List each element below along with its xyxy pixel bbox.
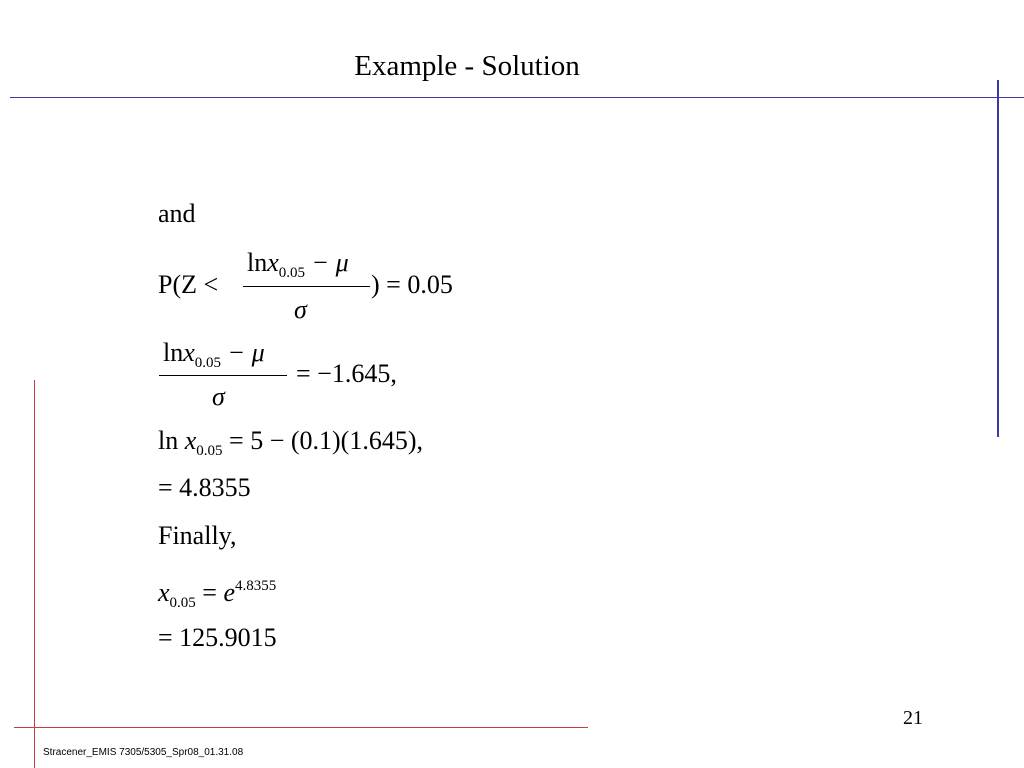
left-vertical-line [34, 380, 35, 768]
eq1-denominator: σ [294, 295, 307, 324]
eq3-sub: 0.05 [196, 443, 223, 459]
eq2-fraction-bar [159, 375, 287, 376]
equation-final-result: = 125.9015 [158, 623, 277, 652]
eq1-num-ln: ln [247, 248, 268, 277]
eq2-numerator [163, 338, 265, 371]
eq5-sup: 4.8355 [235, 578, 277, 594]
equation-exponential [158, 578, 277, 611]
page-number: 21 [903, 707, 923, 729]
eq2-rhs: = −1.645, [296, 359, 397, 388]
eq3-ln: ln [158, 426, 179, 455]
eq1-num-sub: 0.05 [278, 265, 306, 281]
text-finally: Finally, [158, 521, 237, 550]
eq1-numerator [247, 248, 349, 281]
eq2-num-minus-mu: − μ [227, 338, 265, 367]
bottom-horizontal-line [14, 727, 588, 728]
eq3-rhs: = 5 − (0.1)(1.645), [229, 426, 423, 455]
eq1-rhs: ) = 0.05 [371, 270, 453, 299]
eq5-sub: 0.05 [169, 595, 196, 611]
eq5-eq: = [202, 578, 217, 607]
footer-text: Stracener_EMIS 7305/5305_Spr08_01.31.08 [43, 747, 244, 758]
title-divider-line [10, 97, 1024, 98]
eq1-lhs: P(Z < [158, 270, 219, 299]
eq2-num-sub: 0.05 [194, 355, 222, 371]
equation-ln-x [158, 426, 423, 459]
eq5-x: x [158, 578, 170, 607]
eq1-num-x: x [267, 248, 279, 277]
equation-result-ln: = 4.8355 [158, 473, 251, 502]
eq2-num-x: x [183, 338, 195, 367]
eq2-denominator: σ [212, 382, 225, 411]
eq2-num-ln: ln [163, 338, 184, 367]
right-vertical-line [997, 80, 999, 437]
eq5-e: e [223, 578, 236, 607]
eq3-x: x [184, 426, 197, 455]
eq1-fraction-bar [243, 286, 370, 287]
eq1-num-minus-mu: − μ [311, 248, 349, 277]
slide-title: Example - Solution [354, 50, 580, 82]
text-and: and [158, 199, 196, 228]
